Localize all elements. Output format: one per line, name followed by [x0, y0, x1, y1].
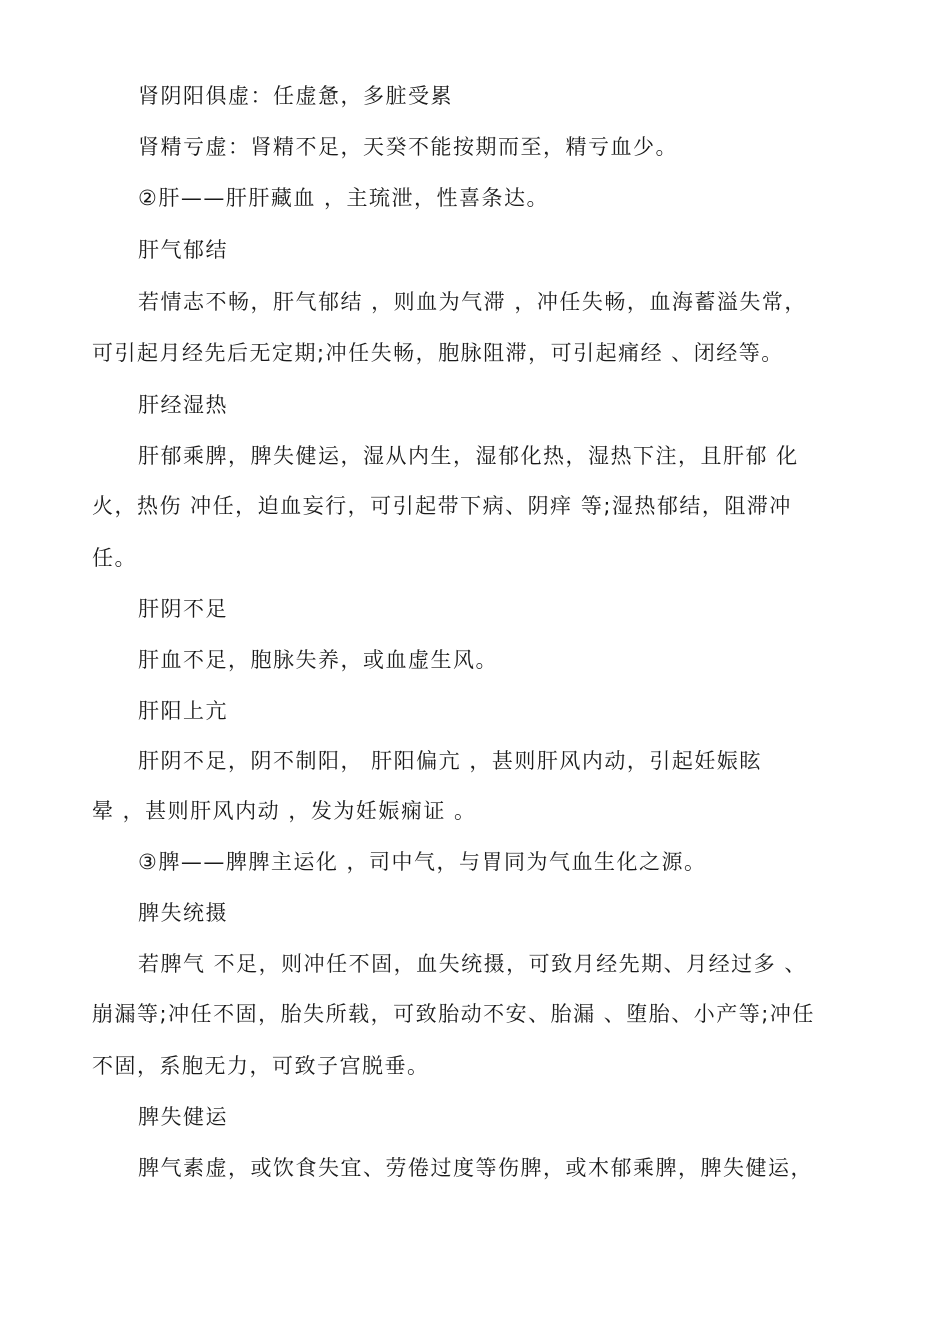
text-line-5: 若情志不畅，肝气郁结 ，则血为气滞 ，冲任失畅，血海蓄溢失常，	[138, 290, 807, 314]
text-line-15: 晕 ，甚则肝风内动 ，发为妊娠痫证 。	[92, 799, 477, 823]
text-line-2: 肾精亏虚：肾精不足，天癸不能按期而至，精亏血少。	[138, 135, 678, 159]
text-line-10: 任。	[92, 546, 137, 570]
text-line-6: 可引起月经先后无定期;冲任失畅，胞脉阻滞，可引起痛经 、闭经等。	[92, 341, 784, 365]
text-line-20: 不固，系胞无力，可致子宫脱垂。	[92, 1054, 430, 1078]
subheading-liver-damp-heat: 肝经湿热	[138, 393, 228, 417]
text-line-9: 火，热伤 冲任，迫血妄行，可引起带下病、阴痒 等;湿热郁结，阻滞冲	[92, 494, 792, 518]
text-line-8: 肝郁乘脾，脾失健运，湿从内生，湿郁化热，湿热下注，且肝郁 化	[138, 444, 799, 468]
subheading-spleen-transport-failure: 脾失健运	[138, 1105, 228, 1129]
section-heading-spleen: ③脾——脾脾主运化 ，司中气，与胃同为气血生化之源。	[138, 850, 707, 874]
section-heading-liver: ②肝——肝肝藏血 ，主琉泄，性喜条达。	[138, 186, 550, 210]
text-line-1: 肾阴阳俱虚：任虚惫，多脏受累	[138, 84, 453, 108]
subheading-liver-qi-stagnation: 肝气郁结	[138, 238, 228, 262]
text-line-18: 若脾气 不足，则冲任不固，血失统摄，可致月经先期、月经过多 、	[138, 952, 807, 976]
subheading-spleen-control-failure: 脾失统摄	[138, 901, 228, 925]
text-line-19: 崩漏等;冲任不固，胎失所载，可致胎动不安、胎漏 、堕胎、小产等;冲任	[92, 1002, 815, 1026]
subheading-liver-yang-hyperactivity: 肝阳上亢	[138, 699, 228, 723]
text-line-14: 肝阴不足，阴不制阳， 肝阳偏亢 ，甚则肝风内动，引起妊娠眩	[138, 749, 762, 773]
text-line-12: 肝血不足，胞脉失养，或血虚生风。	[138, 648, 498, 672]
subheading-liver-yin-deficiency: 肝阴不足	[138, 597, 228, 621]
text-line-22: 脾气素虚，或饮食失宜、劳倦过度等伤脾，或木郁乘脾，脾失健运，	[138, 1156, 813, 1180]
